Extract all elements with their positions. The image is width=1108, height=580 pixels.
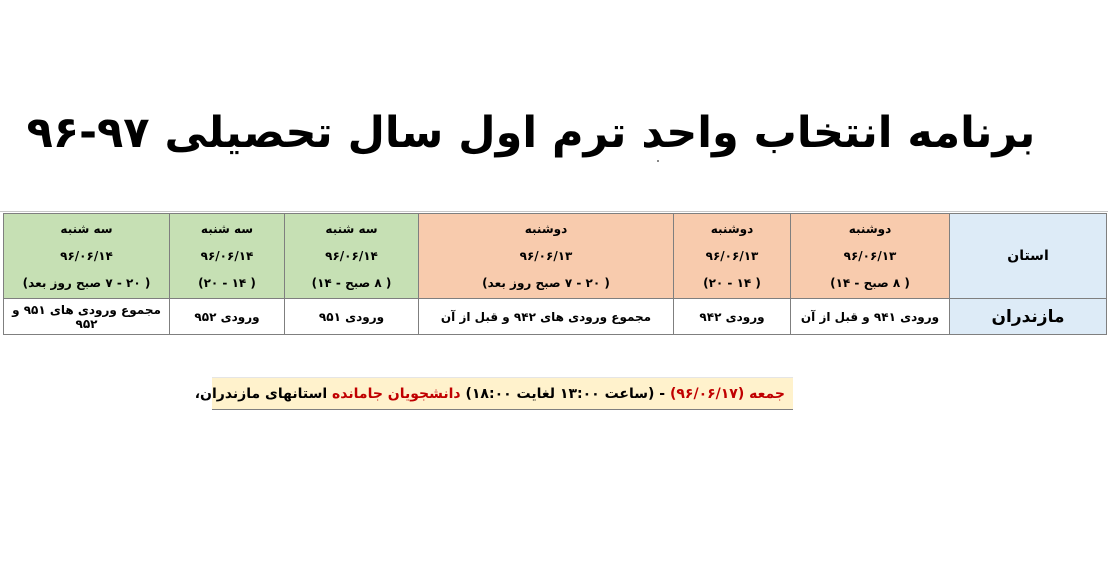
column-date: ۹۶/۰۶/۱۴ (200, 248, 254, 263)
notice-time: - (ساعت ۱۳:۰۰ لغایت ۱۸:۰۰) (460, 386, 670, 402)
column-day: دوشنبه (848, 221, 892, 236)
province-cell: مازندران (950, 299, 1107, 335)
entry-cell: مجموع ورودی های ۹۵۱ و ۹۵۲ (4, 299, 170, 335)
notice-province: استانهای مازندران، (194, 386, 333, 402)
column-day: دوشنبه (524, 221, 568, 236)
entry-cell: ورودی ۹۴۲ (674, 299, 791, 335)
entry-cell: مجموع ورودی های ۹۴۲ و قبل از آن (419, 299, 674, 335)
column-date: ۹۶/۰۶/۱۴ (60, 248, 113, 263)
column-date: ۹۶/۰۶/۱۳ (519, 248, 573, 263)
column-date: ۹۶/۰۶/۱۳ (843, 248, 897, 263)
column-header (4, 214, 170, 299)
province-header: استان (950, 214, 1107, 299)
column-day: سه شنبه (60, 221, 113, 236)
column-day: دوشنبه (710, 221, 754, 236)
column-day: سه شنبه (200, 221, 254, 236)
entry-cell: ورودی ۹۵۲ (170, 299, 285, 335)
column-time: ( ۸ صبح - ۱۴) (830, 275, 910, 290)
entry-cell: ورودی ۹۴۱ و قبل از آن (791, 299, 950, 335)
column-header (674, 214, 791, 299)
column-header (170, 214, 285, 299)
schedule-table (3, 213, 1107, 335)
top-divider (0, 211, 1108, 212)
column-header (419, 214, 674, 299)
stray-dot (657, 160, 659, 162)
notice-banner (194, 377, 793, 410)
notice-date: جمعه (۹۶/۰۶/۱۷) (669, 386, 785, 402)
column-header (285, 214, 419, 299)
table-header-row (4, 214, 1107, 299)
column-date: ۹۶/۰۶/۱۴ (325, 248, 378, 263)
page-title: برنامه انتخاب واحد ترم اول سال تحصیلی ۹۷-۹۶ (26, 108, 1036, 158)
column-day: سه شنبه (325, 221, 378, 236)
column-time: ( ۸ صبح - ۱۴) (311, 275, 392, 290)
table-row (4, 299, 1107, 335)
column-date: ۹۶/۰۶/۱۳ (705, 248, 759, 263)
entry-cell: ورودی ۹۵۱ (285, 299, 419, 335)
column-header (791, 214, 950, 299)
column-time: ( ۱۴ - ۲۰) (198, 275, 256, 290)
notice-group: دانشجویان جامانده (332, 386, 461, 402)
column-time: ( ۲۰ - ۷ صبح روز بعد) (22, 275, 151, 290)
column-time: ( ۱۴ - ۲۰) (703, 275, 761, 290)
column-time: ( ۲۰ - ۷ صبح روز بعد) (482, 275, 610, 290)
